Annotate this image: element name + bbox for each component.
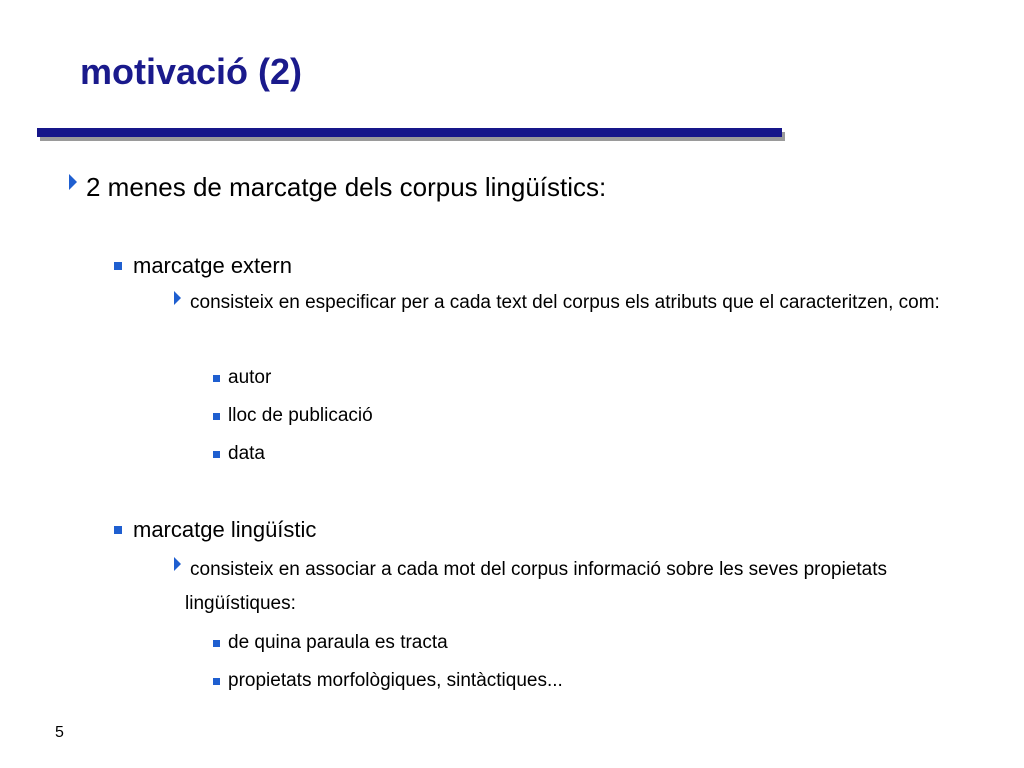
linguistic-description: consisteix en associar a cada mot del corpus informació sobre les seves propietats lingüístiques:	[185, 559, 888, 614]
linguistic-item: propietats morfològiques, sintàctiques...	[228, 670, 563, 691]
square-bullet-icon	[213, 640, 220, 647]
square-bullet-icon	[114, 526, 122, 534]
extern-item: data	[228, 443, 265, 464]
square-bullet-icon	[213, 375, 220, 382]
slide-title: motivació (2)	[80, 51, 303, 92]
title-rule	[37, 128, 782, 137]
square-bullet-icon	[213, 413, 220, 420]
triangle-bullet-icon	[174, 557, 181, 571]
triangle-bullet-icon	[69, 174, 77, 190]
square-bullet-icon	[213, 451, 220, 458]
linguistic-heading: marcatge lingüístic	[133, 517, 317, 542]
page-number: 5	[55, 724, 64, 741]
extern-description: consisteix en especificar per a cada text del corpus els atributs que el caracteritzen, com:	[190, 292, 940, 313]
square-bullet-icon	[213, 678, 220, 685]
extern-heading: marcatge extern	[133, 253, 292, 278]
extern-item: autor	[228, 367, 272, 388]
triangle-bullet-icon	[174, 291, 181, 305]
linguistic-item: de quina paraula es tracta	[228, 632, 448, 653]
square-bullet-icon	[114, 262, 122, 270]
extern-item: lloc de publicació	[228, 405, 373, 426]
intro-text: 2 menes de marcatge dels corpus lingüístics:	[86, 172, 607, 202]
